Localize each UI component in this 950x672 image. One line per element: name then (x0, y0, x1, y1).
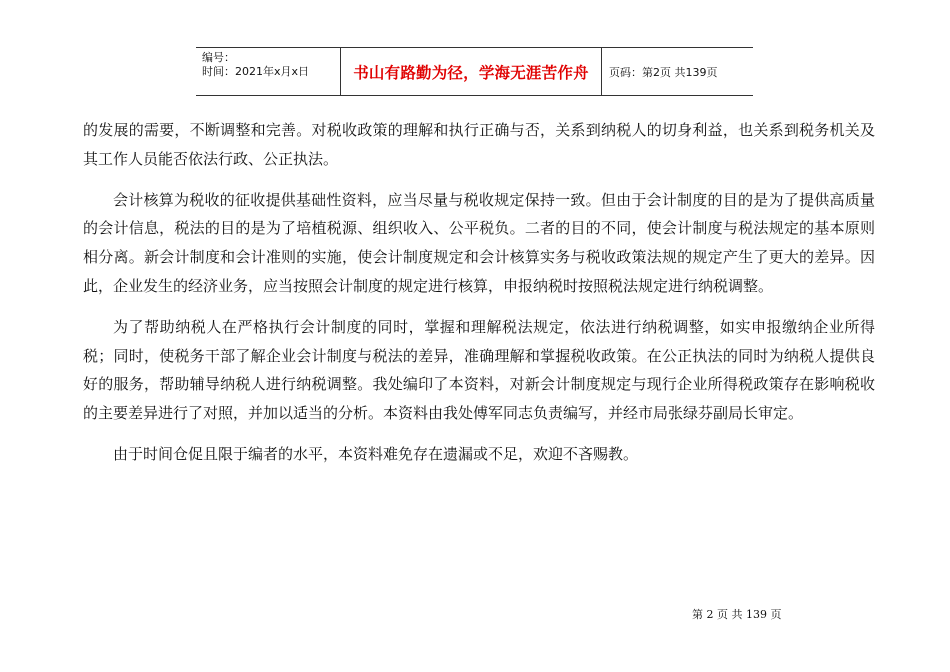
paragraph: 会计核算为税收的征收提供基础性资料，应当尽量与税收规定保持一致。但由于会计制度的目的是为了提供高质量的会计信息，税法的目的是为了培植税源、组织收入、公平税负。二者的目的不同，使会计制度与税法规定的基本原则相分离。新会计制度和会计准则的实施，使会计制度规定和会计核算实务与税收政策法规的规定产生了更大的差异。因此，企业发生的经济业务，应当按照会计制度的规定进行核算，申报纳税时按照税法规定进行纳税调整。 (83, 190, 875, 295)
header-page-cell (602, 48, 753, 95)
page-header (196, 47, 753, 96)
footer-page-indicator: 第 2 页 共 139 页 (692, 608, 782, 621)
header-motto: 书山有路勤为径，学海无涯苦作舟 (353, 63, 589, 82)
header-motto-cell (341, 48, 602, 95)
paragraph: 由于时间仓促且限于编者的水平，本资料难免存在遗漏或不足，欢迎不吝赐教。 (113, 444, 639, 463)
paragraph: 的发展的需要，不断调整和完善。对税收政策的理解和执行正确与否，关系到纳税人的切身利益，也关系到税务机关及其工作人员能否依法行政、公正执法。 (83, 121, 875, 168)
document-number-label: 编号： (202, 51, 235, 64)
document-time-label: 时间：2021年x月x日 (202, 65, 310, 78)
header-meta-cell (196, 48, 341, 95)
document-body (83, 116, 875, 481)
header-page-code: 页码：第2页 共139页 (609, 65, 718, 79)
paragraph: 为了帮助纳税人在严格执行会计制度的同时，掌握和理解税法规定，依法进行纳税调整，如实申报缴纳企业所得税；同时，使税务干部了解企业会计制度与税法的差异，准确理解和掌握税收政策。在公正执法的同时为纳税人提供良好的服务，帮助辅导纳税人进行纳税调整。我处编印了本资料，对新会计制度规定与现行企业所得税政策存在影响税收的主要差异进行了对照，并加以适当的分析。本资料由我处傅军同志负责编写，并经市局张绿芬副局长审定。 (83, 317, 875, 423)
